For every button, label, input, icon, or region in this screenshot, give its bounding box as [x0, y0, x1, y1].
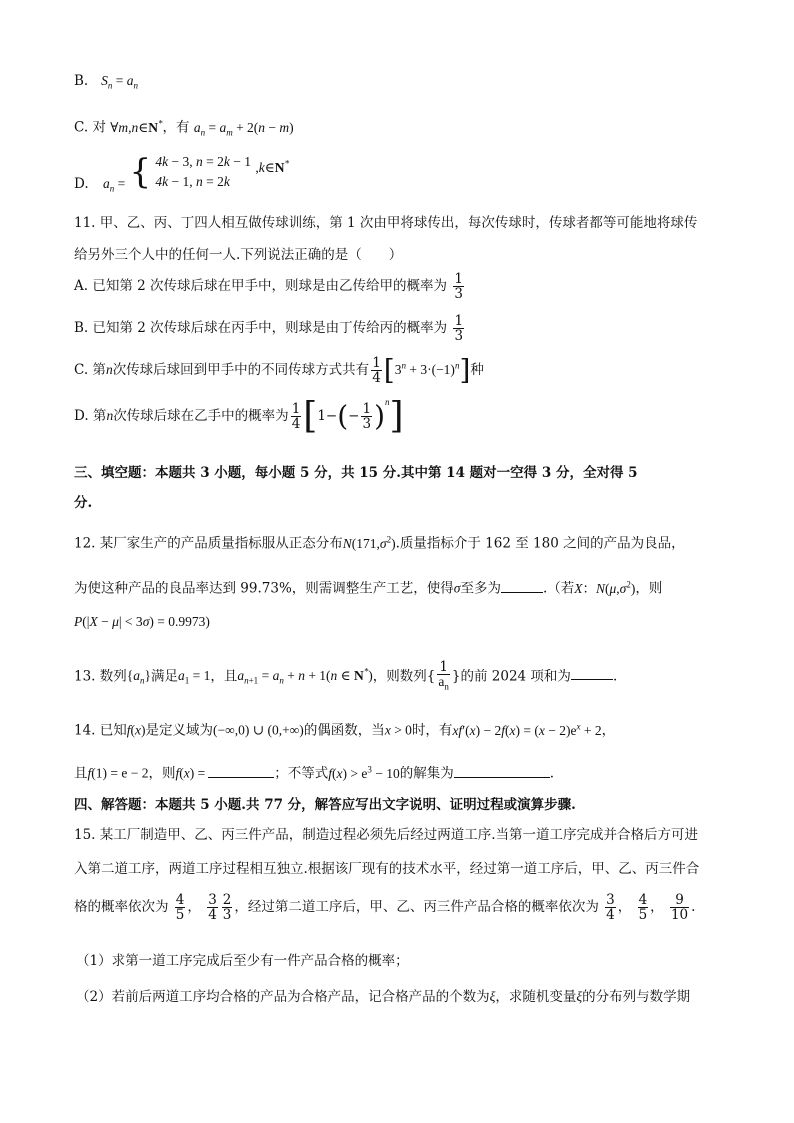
- numerator: 1: [439, 659, 448, 675]
- denominator: 5: [638, 907, 648, 923]
- q13-text: 满足: [150, 668, 178, 685]
- fraction: [453, 314, 464, 343]
- q15-text: （2）若前后两道工序均合格的产品为合格产品，记合格产品的个数为: [76, 989, 490, 1005]
- q12-text: 至多为: [460, 580, 501, 597]
- exponent-n: n: [385, 396, 390, 407]
- q14-f1: f(1) = e − 2: [87, 765, 149, 781]
- section-4-heading: 四、解答题：本题共 5 小题.共 77 分，解答应写出文字说明、证明过程或演算步骤.: [74, 797, 576, 813]
- denominator: 4: [372, 370, 381, 386]
- fraction: [453, 272, 464, 301]
- q12-distribution: $N(171,\sigma^2)$: [342, 534, 396, 551]
- fraction: [605, 893, 616, 922]
- denominator: 3: [454, 328, 464, 344]
- option-label: C.: [74, 119, 89, 136]
- q13-recur: $a_{n+1} = a_n + n + 1(n$ ∈ N*): [237, 666, 373, 687]
- xi-symbol: ξ: [489, 989, 496, 1004]
- q13-text: ，则数列: [372, 668, 427, 685]
- fraction: [437, 660, 450, 694]
- q14-ineq: $f(x) > e^3 - 10$: [328, 764, 400, 781]
- option-text: B. 已知第 2 次传球后球在丙手中，则球是由丁传给丙的概率为: [74, 320, 448, 336]
- q15-line3: 格的概率依次为 $\frac{4}{5}$ ， $\frac{3}{4}$ $\frac{2}{3}$ ，经过第二道工序后，甲、乙、丙三件产品合格的概率依次为 $\frac{3}{4}$ ， $\frac{4}{5}$ ， $\frac{9}{10}$ .: [74, 892, 696, 923]
- q14-eq: $xf'(x) - 2f(x) = (x - 2)e^x + 2$: [452, 721, 602, 738]
- q13-seq: $\{a_n\}$: [126, 668, 151, 687]
- option-d-lhs: $a_n$ =: [102, 175, 126, 194]
- answer-blank[interactable]: [454, 764, 550, 778]
- option-d: [74, 152, 289, 196]
- denominator: 4: [208, 907, 217, 923]
- numerator: 4: [638, 892, 648, 908]
- option-d-tail: ,k∈N*: [255, 158, 289, 175]
- q11-option-a: [74, 272, 466, 308]
- q14-text: 14. 已知: [74, 722, 127, 739]
- q12-text: .质量指标介于 162 至 180 之间的产品为良品，: [395, 535, 685, 552]
- option-c-math1: ∀m,n∈N*: [110, 118, 163, 135]
- option-text: 次传球后球回到甲手中的不同传球方式共有: [112, 362, 370, 378]
- numerator: 1: [454, 271, 463, 287]
- variable-n: n: [105, 362, 113, 377]
- fraction: [175, 893, 186, 922]
- numerator: 1: [362, 401, 372, 417]
- denominator: 3: [454, 286, 463, 302]
- bracket: ]: [459, 353, 471, 387]
- option-c-expr: $3^n + 3\cdot(-1)^n$: [394, 360, 460, 377]
- q15-part2: [76, 988, 690, 1006]
- q11-option-b: [74, 314, 466, 350]
- q14-text: ；不等式: [274, 765, 329, 782]
- option-text: A. 已知第 2 次传球后球在甲手中，则球是由乙传给甲的概率为: [74, 278, 448, 294]
- q12-line2: [74, 575, 662, 598]
- q13-text: ，且: [210, 668, 238, 685]
- paren: ): [374, 399, 386, 433]
- denominator: 10: [670, 907, 689, 923]
- q12-text: 为使这种产品的良品率达到 99.73%，则需调整生产工艺，使得: [74, 580, 454, 597]
- denominator: 5: [175, 907, 185, 923]
- q15-line1: 15. 某工厂制造甲、乙、丙三件产品，制造过程必须先后经过两道工序.当第一道工序完成并合格后方可进: [74, 827, 699, 843]
- numerator: 3: [208, 892, 217, 908]
- option-label: D.: [74, 175, 89, 192]
- option-text: C. 第: [74, 362, 106, 378]
- q11-option-d: D. 第n次传球后球在乙手中的概率为 $\frac{1}{4}$ [1−(− $\frac{1}{3}$ )$^n$]: [74, 395, 404, 437]
- numerator: 3: [606, 892, 615, 908]
- q12-normal: X：$N(\mu,\sigma^2)$: [574, 579, 636, 596]
- fraction: [222, 893, 233, 922]
- variable-n: n: [106, 408, 114, 423]
- numerator: 1: [454, 313, 464, 329]
- q14-text: ，: [601, 722, 616, 739]
- fraction: [670, 893, 689, 922]
- q14-cond: x > 0: [384, 722, 412, 738]
- q14-text: ，则: [148, 765, 176, 782]
- q15-text: ，求随机变量: [495, 989, 577, 1005]
- cases-block: [155, 152, 251, 192]
- option-text: 对: [92, 119, 106, 136]
- bracket: ]: [389, 395, 404, 437]
- option-text: ，有: [162, 119, 190, 136]
- q14-text: 是定义域为: [145, 722, 214, 739]
- q13-init: $a_1 = 1$: [177, 668, 211, 687]
- fraction: [207, 893, 218, 922]
- numerator: 1: [291, 401, 301, 417]
- section-3-heading-cont: 分.: [74, 495, 93, 511]
- q15-line2: 入第二道工序，两道工序过程相互独立.根据该厂现有的技术水平，经过第一道工序后，甲、乙、丙三件合: [74, 861, 700, 877]
- numerator: 4: [175, 892, 185, 908]
- q13-line: 13. 数列$\{a_n\}$满足$a_1 = 1$，且$a_{n+1} = a_n + n + 1(n$ ∈ N*)，则数列{ $\frac{1}{a_n}$ }的前 2024 项和为 .: [74, 659, 618, 692]
- denominator: 4: [291, 416, 301, 432]
- q14-fx: f(x): [126, 722, 146, 738]
- option-text: 次传球后球在乙手中的概率为: [113, 408, 289, 424]
- denominator: $a_n$: [438, 674, 449, 692]
- q12-text: .（若: [542, 580, 575, 597]
- fraction: [638, 893, 649, 922]
- q15-text: ，经过第二道工序后，甲、乙、丙三件产品合格的概率依次为: [234, 899, 599, 915]
- case-2: 4k − 1, n = 2k: [155, 174, 230, 189]
- q15-text: 格的概率依次为: [74, 899, 169, 915]
- q11-stem-line2: 给另外三个人中的任何一人.下列说法正确的是（ ）: [74, 247, 403, 263]
- xi-symbol: ξ: [576, 989, 583, 1004]
- q14-domain: (−∞,0) ∪ (0,+∞): [213, 722, 304, 738]
- bracket: [: [303, 395, 318, 437]
- denominator: 3: [222, 907, 232, 923]
- q12-probability: P(|X − μ| < 3σ) = 0.9973): [74, 614, 210, 629]
- q13-text: 13. 数列: [74, 668, 127, 685]
- option-c: [74, 114, 294, 141]
- denominator: 4: [606, 907, 615, 923]
- q14-line1: [74, 717, 615, 740]
- option-b: [74, 72, 138, 95]
- option-c-math2: $a_n = a_m + 2(n - m)$: [193, 119, 294, 138]
- case-1: 4k − 3, n = 2k − 1: [155, 154, 252, 169]
- q15-text: 的分布列与数学期: [582, 989, 691, 1005]
- option-label: B.: [74, 73, 89, 89]
- q14-line2: [74, 760, 554, 783]
- q13-text: 的前 2024 项和为: [460, 668, 571, 685]
- q14-text: .: [549, 765, 555, 782]
- q12-line1: [74, 530, 685, 553]
- q14-text: 的解集为: [399, 765, 454, 782]
- q14-text: 时，有: [411, 722, 453, 739]
- section-3-heading: 三、填空题：本题共 3 小题，每小题 5 分，共 15 分.其中第 14 题对一空得 3 分，全对得 5: [74, 465, 638, 481]
- bracket: [: [383, 353, 395, 387]
- fraction: [361, 402, 372, 431]
- answer-blank[interactable]: [501, 579, 543, 593]
- q13-text: .: [612, 668, 618, 685]
- q14-text: 且: [74, 765, 88, 782]
- option-text: 种: [470, 362, 484, 378]
- numerator: 9: [670, 893, 689, 908]
- q12-text: 12. 某厂家生产的产品质量指标服从正态分布: [74, 535, 343, 552]
- q12-sigma: σ: [453, 580, 461, 596]
- paren: (: [337, 399, 349, 433]
- q12-text: ，则: [635, 580, 663, 597]
- q14-text: 的偶函数，当: [303, 722, 385, 739]
- fraction: [291, 402, 302, 431]
- q11-stem-line1: 11. 甲、乙、丙、丁四人相互做传球训练，第 1 次由甲将球传出，每次传球时，传球者都等可能地将球传: [74, 215, 698, 231]
- fraction: [371, 356, 382, 385]
- answer-blank[interactable]: [208, 764, 274, 778]
- numerator: 2: [222, 892, 232, 908]
- q15-part1: （1）求第一道工序完成后至少有一件产品合格的概率；: [76, 953, 409, 969]
- denominator: 3: [362, 416, 372, 432]
- cases-brace: {: [129, 152, 152, 192]
- option-d-expr: 1−: [317, 408, 338, 424]
- q11-option-c: [74, 353, 484, 392]
- answer-blank[interactable]: [571, 666, 613, 680]
- option-text: D. 第: [74, 408, 107, 424]
- option-b-math: $S_n = a_n$: [101, 73, 138, 91]
- numerator: 1: [372, 355, 381, 371]
- q12-line3: [74, 613, 210, 631]
- q14-fx2: f(x) =: [175, 765, 206, 781]
